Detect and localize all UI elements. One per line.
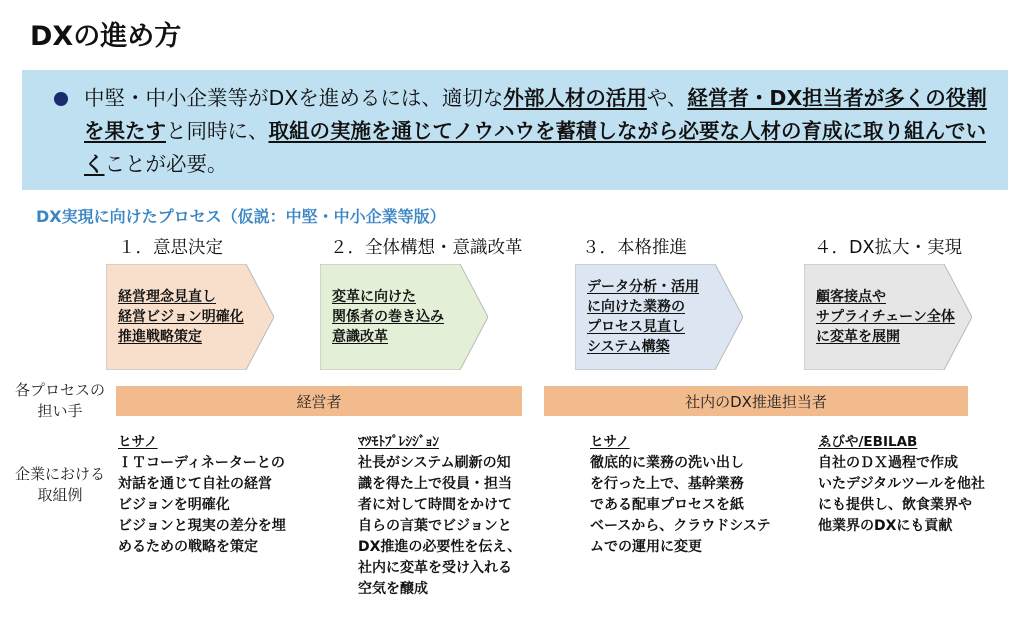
step-text-3 (587, 264, 727, 370)
step-text-line: に向けた業務の (587, 299, 685, 315)
example-description: 自社のＤＸ過程で作成 いたデジタルツールを他社 にも提供し、飲食業界や 他業界のDXにも貢献 (818, 455, 985, 534)
step-text-4 (816, 264, 956, 370)
example-company: ゑびや/EBILAB (818, 434, 918, 450)
callout-segment: 中堅・中小企業等がDXを進めるには、適切な (84, 86, 504, 110)
example-1 (118, 432, 328, 558)
step-label-4: ４．DX拡大・実現 (814, 238, 962, 258)
step-text-2 (332, 264, 472, 370)
step-arrow-2 (320, 264, 488, 370)
process-subtitle: DX実現に向けたプロセス（仮説：中堅・中小企業等版） (36, 207, 446, 226)
step-text-line: に変革を展開 (816, 329, 900, 345)
example-company: ヒサノ (118, 434, 158, 450)
example-4 (818, 432, 1018, 537)
step-text-line: 意識改革 (332, 329, 388, 345)
step-arrow-4 (804, 264, 972, 370)
callout-segment: や、 (646, 86, 688, 110)
step-text-line: システム構築 (587, 339, 670, 355)
step-label-1: １．意思決定 (118, 238, 223, 258)
example-3 (590, 432, 800, 558)
step-text-line: 顧客接点や (816, 289, 886, 305)
callout-segment: ことが必要。 (104, 152, 228, 176)
example-company: ヒサノ (590, 434, 630, 450)
step-arrow-1 (106, 264, 274, 370)
step-arrow-3 (575, 264, 743, 370)
step-text-line: 経営理念見直し (118, 289, 216, 305)
step-text-line: 推進戦略策定 (118, 329, 202, 345)
row-label-actors: 各プロセスの 担い手 (14, 381, 105, 420)
step-text-line: 変革に向けた (332, 289, 416, 305)
step-text-line: サプライチェーン全体 (816, 309, 955, 325)
step-text-line: データ分析・活用 (587, 279, 699, 295)
callout-emphasis: 経営者・DX担当者が多くの役割を果たす (84, 86, 987, 143)
row-label-examples: 企業における 取組例 (14, 465, 105, 504)
example-description: 徹底的に業務の洗い出し を行った上で、基幹業務 である配車プロセスを紙 ベースから、クラウドシステ ムでの運用に変更 (590, 455, 771, 555)
step-label-2: ２．全体構想・意識改革 (330, 238, 523, 258)
callout-segment: と同時に、 (166, 119, 269, 143)
step-label-3: ３．本格推進 (582, 238, 687, 258)
step-text-line: プロセス見直し (587, 319, 685, 335)
actor-bar-dx-lead: 社内のDX推進担当者 (544, 386, 968, 416)
step-text-line: 関係者の巻き込み (332, 309, 444, 325)
bullet-icon (54, 92, 68, 106)
summary-callout (22, 70, 1008, 190)
step-text-1 (118, 264, 258, 370)
page-title: DXの進め方 (30, 21, 182, 52)
callout-emphasis: 取組の実施を通じてノウハウを蓄積しながら必要な人材の育成に取り組んでいく (84, 119, 986, 176)
example-description: 社長がシステム刷新の知 識を得た上で役員・担当 者に対して時間をかけて 自らの言葉でビジョンと DX推進の必要性を伝え、 社内に変革を受け入れる 空気を醸成 (358, 455, 522, 597)
example-description: ＩＴコーディネーターとの 対話を通じて自社の経営 ビジョンを明確化 ビジョンと現実の差分を埋 めるための戦略を策定 (118, 455, 286, 555)
step-text-line: 経営ビジョン明確化 (118, 309, 244, 325)
summary-text (84, 82, 996, 181)
callout-emphasis: 外部人材の活用 (503, 86, 647, 110)
example-2 (358, 432, 568, 600)
actor-bar-executive: 経営者 (116, 386, 522, 416)
example-company: ﾏﾂﾓﾄﾌﾟﾚｼｼﾞｮﾝ (358, 434, 439, 450)
